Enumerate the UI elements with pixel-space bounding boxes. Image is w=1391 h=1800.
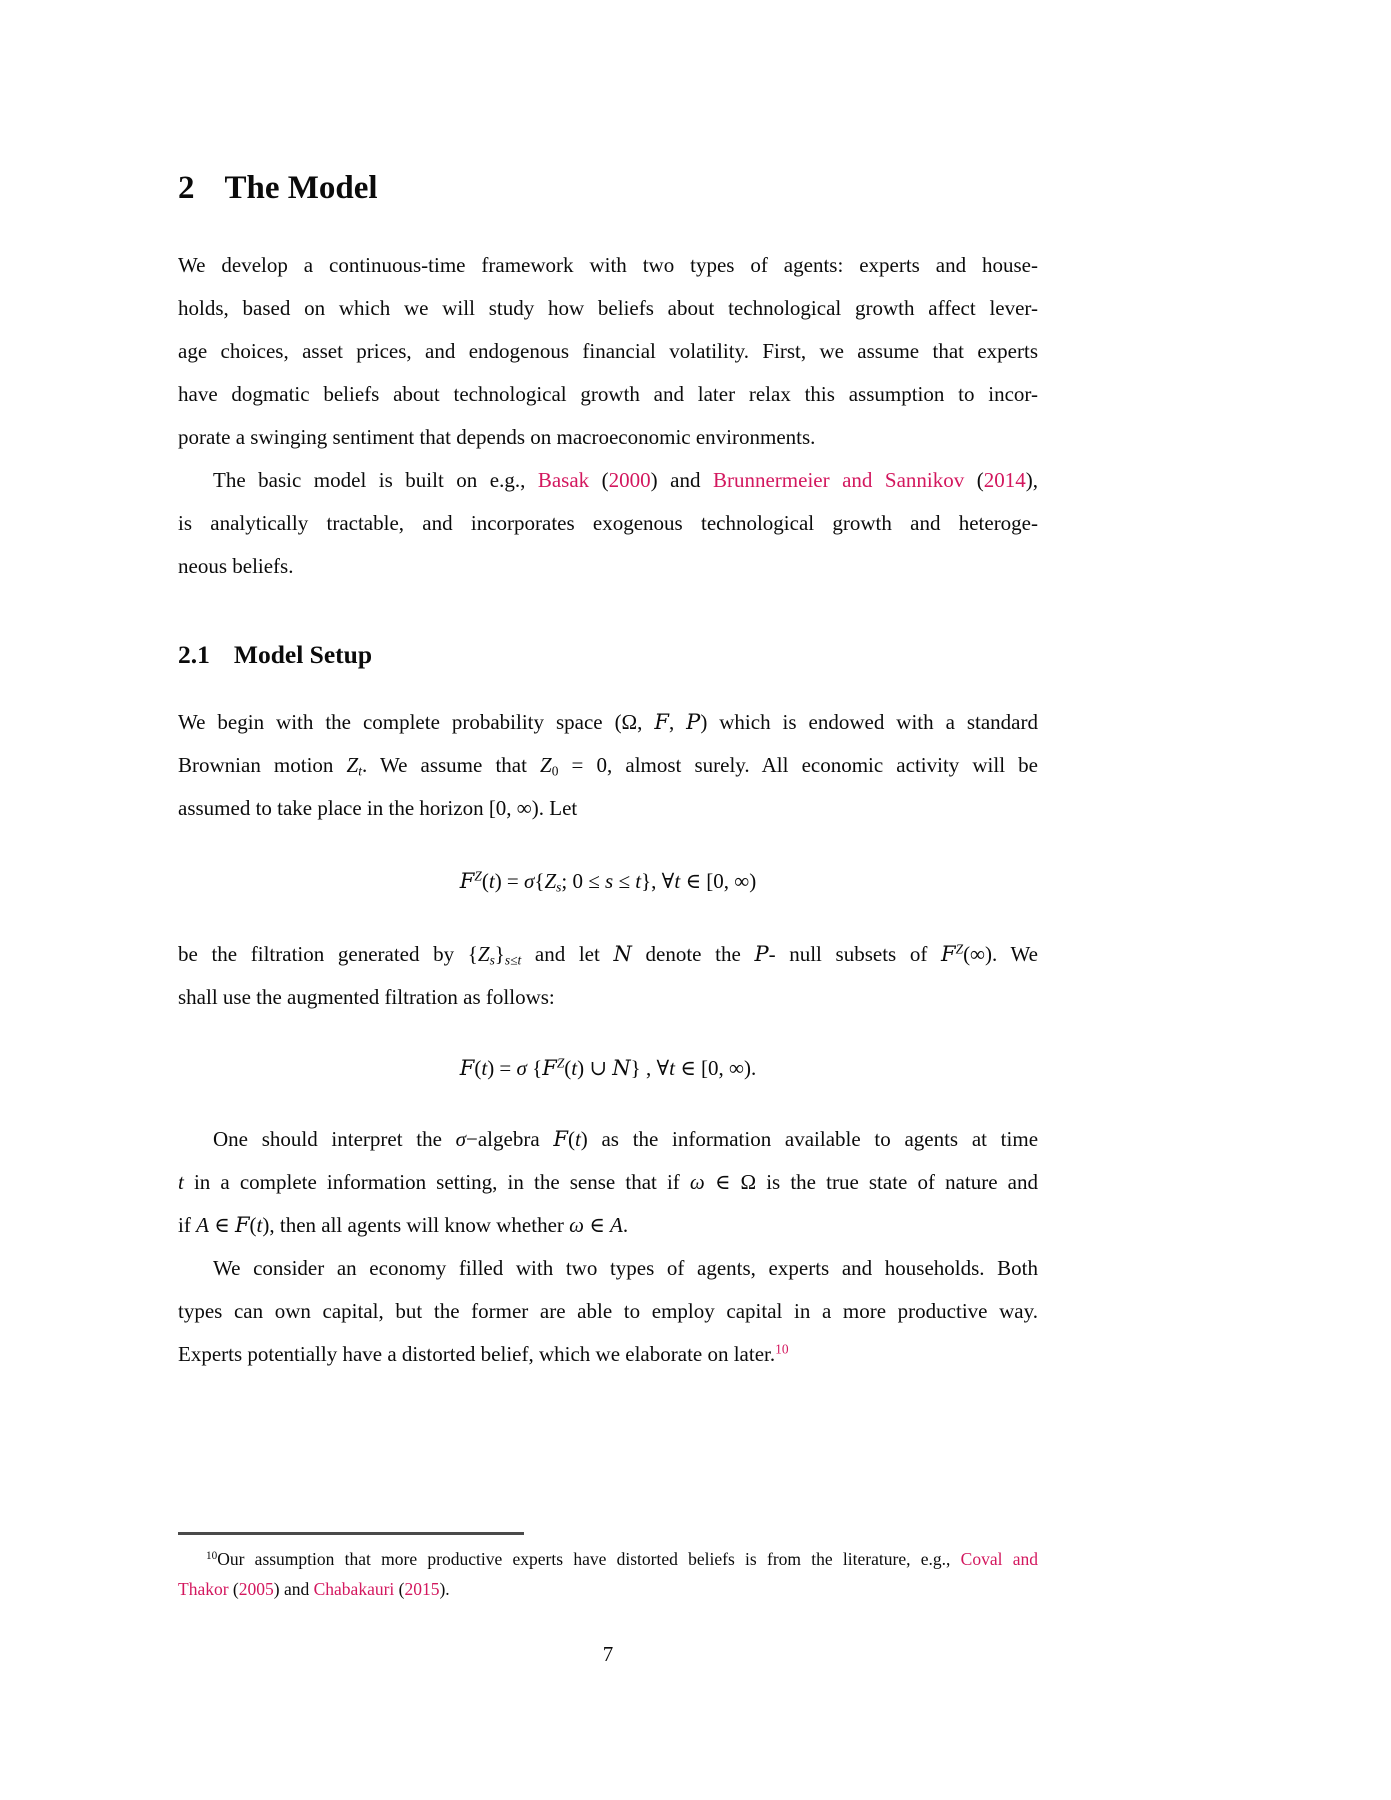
- text-line: Brownian motion $Z_t$. We assume that $Z_0 = 0$, almost surely. All economic activity will be: [178, 753, 1038, 779]
- text-line: We develop a continuous-time framework with two types of agents: experts and house-: [178, 253, 1038, 277]
- text-line: neous beliefs.: [178, 554, 294, 578]
- equation-augmented-filtration: F(t) = σ {$F^Z(t)$ ∪ N} , ∀t ∈ [0, ∞).: [459, 1055, 757, 1080]
- citation-link[interactable]: 10: [775, 1341, 789, 1357]
- citation-link[interactable]: 2000: [608, 468, 651, 492]
- citation-link[interactable]: 2015: [404, 1579, 440, 1599]
- paragraph: [178, 459, 1038, 588]
- citation-link[interactable]: Basak: [537, 468, 590, 492]
- citation-link[interactable]: N: [612, 1056, 631, 1080]
- text-line: We consider an economy filled with two types of agents, experts and households. Both: [213, 1256, 1038, 1280]
- paragraph: [178, 244, 1038, 459]
- text-line: have dogmatic beliefs about technological growth and later relax this assumption to incor-: [178, 382, 1038, 406]
- citation-link[interactable]: F: [234, 1213, 250, 1237]
- text-line: porate a swinging sentiment that depends on macroeconomic environments.: [178, 425, 816, 449]
- footnote: [178, 1532, 1038, 1604]
- citation-link[interactable]: N: [613, 942, 632, 966]
- citation-link[interactable]: Thakor: [178, 1579, 229, 1599]
- citation-link[interactable]: F: [553, 1127, 568, 1151]
- section-heading: [178, 168, 1038, 208]
- paragraph: [178, 1247, 1038, 1376]
- text-line: is analytically tractable, and incorporates exogenous technological growth and heteroge-: [178, 511, 1038, 535]
- text-column: [178, 168, 1038, 1376]
- text-line: be the filtration generated by $\{Z_s\}_{s\le t}$ and let N denote the P- null subsets of $F^Z(\infty)$. We: [178, 941, 1038, 968]
- equation-filtration: $F^Z(t) = \sigma\{Z_s$; 0 ≤ s ≤ t}, ∀t ∈ [0, ∞): [459, 868, 757, 895]
- text-line: holds, based on which we will study how beliefs about technological growth affect lever-: [178, 296, 1038, 320]
- citation-link[interactable]: F: [941, 942, 956, 966]
- text-line: We begin with the complete probability space (Ω, F, P) which is endowed with a standard: [178, 710, 1038, 734]
- footnote-rule: [178, 1532, 524, 1535]
- paragraph: [178, 1118, 1038, 1247]
- paragraph: [178, 933, 1038, 1019]
- citation-link[interactable]: P: [686, 710, 701, 734]
- citation-link[interactable]: F: [654, 710, 669, 734]
- section-number: 2: [178, 170, 195, 206]
- citation-link[interactable]: Coval and: [960, 1549, 1038, 1569]
- citation-link[interactable]: P: [754, 942, 769, 966]
- text-line: The basic model is built on e.g., Basak (2000) and Brunnermeier and Sannikov (2014),: [213, 468, 1038, 492]
- paragraph: [178, 701, 1038, 830]
- footnote-line: $^{10}$Our assumption that more productive experts have distorted beliefs is from the literature, e.g., Coval and: [206, 1549, 1038, 1569]
- subsection-title: Model Setup: [233, 640, 373, 669]
- text-line: types can own capital, but the former are able to employ capital in a more productive way.: [178, 1299, 1038, 1323]
- citation-link[interactable]: F: [459, 1056, 475, 1080]
- text-line: age choices, asset prices, and endogenous financial volatility. First, we assume that experts: [178, 339, 1038, 363]
- citation-link[interactable]: Brunnermeier and Sannikov: [712, 468, 965, 492]
- subsection-number: 2.1: [178, 640, 210, 669]
- text-line: if A ∈ F(t), then all agents will know whether ω ∈ A.: [178, 1213, 629, 1237]
- section-title: The Model: [224, 170, 378, 206]
- text-line: One should interpret the σ−algebra F(t) as the information available to agents at time: [213, 1127, 1039, 1151]
- citation-link[interactable]: 2014: [983, 468, 1026, 492]
- citation-link[interactable]: F: [542, 1056, 557, 1080]
- text-line: assumed to take place in the horizon [0, ∞). Let: [178, 796, 578, 820]
- citation-link[interactable]: Chabakauri: [313, 1579, 395, 1599]
- subsection-heading: [178, 638, 1038, 671]
- citation-link[interactable]: 2005: [238, 1579, 274, 1599]
- text-line: Experts potentially have a distorted belief, which we elaborate on later.$^{10}$: [178, 1341, 789, 1366]
- page-number: 7: [602, 1642, 614, 1666]
- footnote-line: Thakor (2005) and Chabakauri (2015).: [178, 1579, 450, 1599]
- text-line: shall use the augmented filtration as follows:: [178, 985, 555, 1009]
- text-line: t in a complete information setting, in the sense that if ω ∈ Ω is the true state of nature and: [178, 1170, 1038, 1194]
- citation-link[interactable]: F: [459, 869, 475, 893]
